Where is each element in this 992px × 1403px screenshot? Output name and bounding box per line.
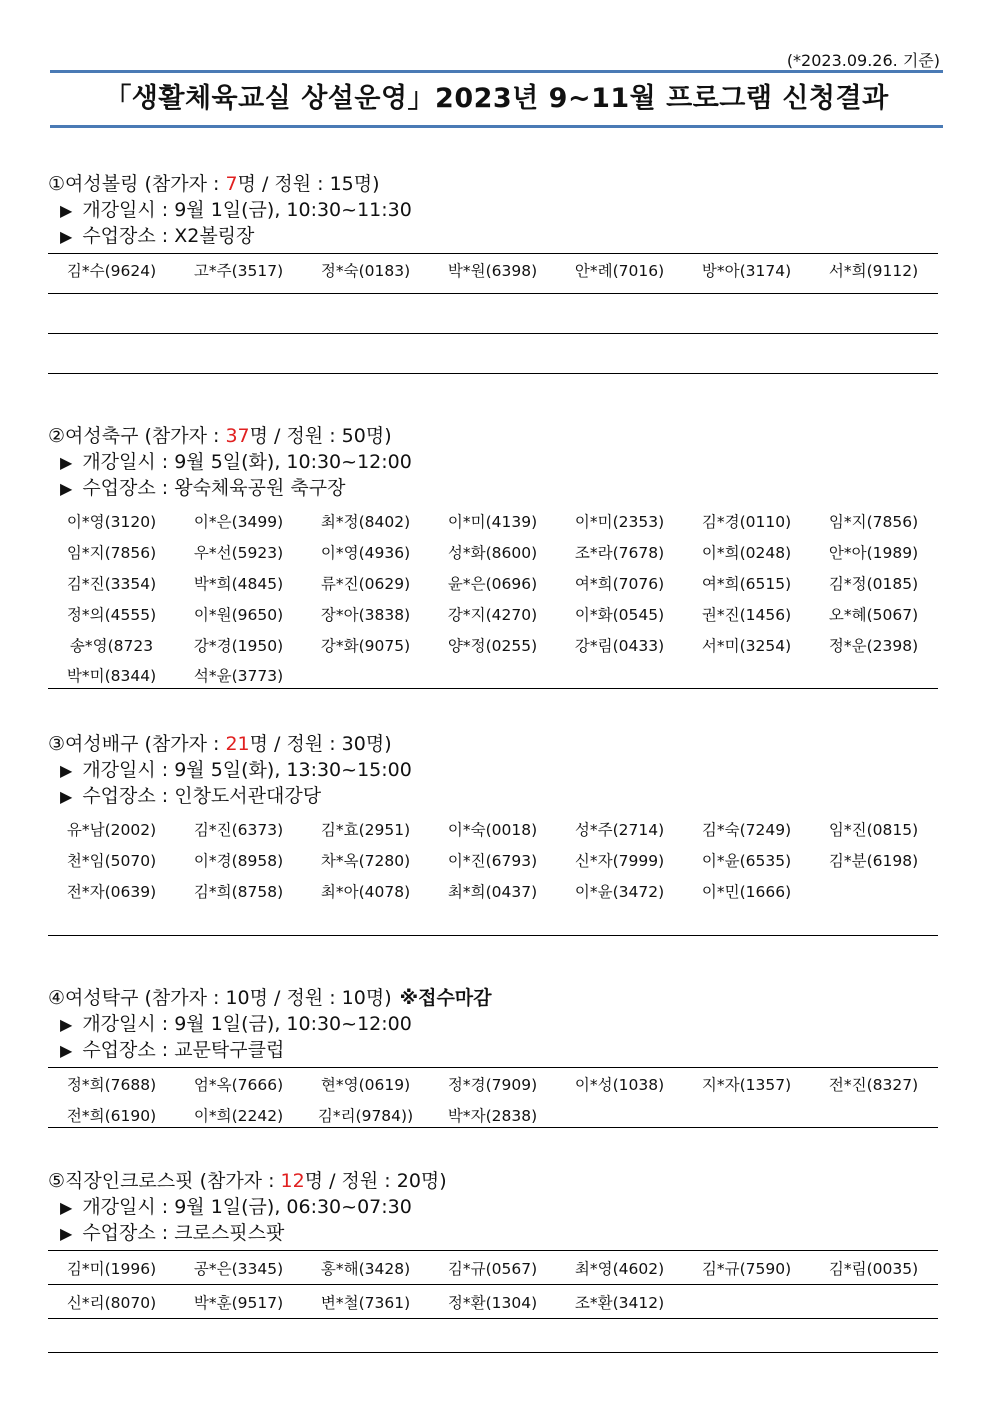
participant: 신*자(7999) xyxy=(574,851,665,870)
participant: 성*화(8600) xyxy=(447,543,538,562)
participant: 이*숙(0018) xyxy=(447,820,538,839)
participant: 이*진(6793) xyxy=(447,851,538,870)
participant-row xyxy=(48,813,938,844)
page-title: 「생활체육교실 상설운영」2023년 9~11월 프로그램 신청결과 xyxy=(104,83,889,114)
section-heading xyxy=(48,1168,938,1194)
participant: 박*훈(9517) xyxy=(193,1294,284,1312)
participant: 최*희(0437) xyxy=(447,882,538,901)
participant: 박*원(6398) xyxy=(447,261,538,280)
participant-row xyxy=(48,1068,938,1099)
participant: 석*윤(3773) xyxy=(193,666,284,685)
participant-count: 7 xyxy=(225,173,238,195)
participant: 김*미(1996) xyxy=(66,1259,157,1278)
participant: 현*영(0619) xyxy=(320,1075,411,1094)
section-crossfit xyxy=(48,1168,938,1319)
triangle-icon: ▶ xyxy=(60,227,73,246)
triangle-icon: ▶ xyxy=(60,201,73,220)
participant: 성*주(2714) xyxy=(574,820,665,839)
participant-grid xyxy=(48,813,938,906)
participant: 엄*옥(7666) xyxy=(193,1075,284,1094)
participant: 김*진(3354) xyxy=(66,574,157,593)
divider xyxy=(48,1318,938,1319)
participant: 정*운(2398) xyxy=(828,636,919,655)
participant: 강*림(0433) xyxy=(574,636,665,655)
participant: 이*윤(3472) xyxy=(574,882,665,901)
divider xyxy=(48,688,938,689)
participant: 김*규(7590) xyxy=(701,1259,792,1278)
participant: 전*희(6190) xyxy=(66,1106,157,1125)
participant: 최*아(4078) xyxy=(320,882,411,901)
triangle-icon: ▶ xyxy=(60,1224,73,1243)
participant: 서*미(3254) xyxy=(701,636,792,655)
participant: 윤*은(0696) xyxy=(447,574,538,593)
participant: 공*은(3345) xyxy=(193,1259,284,1278)
participant: 유*남(2002) xyxy=(66,820,157,839)
participants-open: (참가자 : xyxy=(144,733,226,755)
participant: 이*영(4936) xyxy=(320,543,411,562)
capacity-text: 명 / 정원 : 30명) xyxy=(249,733,392,755)
place-text: 수업장소 : 인창도서관대강당 xyxy=(82,785,322,807)
participants-open: (참가자 : xyxy=(144,425,226,447)
place-line xyxy=(48,223,938,249)
divider xyxy=(48,935,938,936)
participant: 변*철(7361) xyxy=(320,1294,411,1312)
participant-row xyxy=(48,629,938,660)
participant: 정*경(7909) xyxy=(447,1075,538,1094)
participant: 이*윤(6535) xyxy=(701,851,792,870)
participant: 류*진(0629) xyxy=(320,574,411,593)
participant: 전*진(8327) xyxy=(828,1075,919,1094)
schedule-line xyxy=(48,449,938,475)
participant: 차*옥(7280) xyxy=(320,851,411,870)
divider xyxy=(48,1352,938,1353)
participant: 신*리(8070) xyxy=(66,1294,157,1312)
section-table-tennis xyxy=(48,985,938,1130)
place-text: 수업장소 : 교문탁구클럽 xyxy=(82,1039,285,1061)
participant: 강*지(4270) xyxy=(447,605,538,624)
triangle-icon: ▶ xyxy=(60,1015,73,1034)
participant: 최*정(8402) xyxy=(320,512,411,531)
participant: 이*미(2353) xyxy=(574,512,665,531)
section-bowling xyxy=(48,171,938,285)
triangle-icon: ▶ xyxy=(60,1041,73,1060)
participants-open: (참가자 : xyxy=(144,987,226,1009)
closed-notice: ※접수마감 xyxy=(399,987,492,1009)
capacity-text: 명 / 정원 : 15명) xyxy=(237,173,380,195)
participant: 천*임(5070) xyxy=(66,851,157,870)
participant: 김*경(0110) xyxy=(701,512,792,531)
participant: 송*영(8723 xyxy=(69,636,154,655)
section-heading xyxy=(48,171,938,197)
participant-grid xyxy=(48,1250,938,1319)
participant: 김*효(2951) xyxy=(320,820,411,839)
schedule-line xyxy=(48,1011,938,1037)
section-volleyball xyxy=(48,731,938,906)
participant: 김*숙(7249) xyxy=(701,820,792,839)
participant: 강*화(9075) xyxy=(320,636,411,655)
participant-count: 21 xyxy=(225,733,250,755)
participant: 김*리(9784)) xyxy=(317,1106,414,1125)
participant: 전*자(0639) xyxy=(66,882,157,901)
participant: 여*희(6515) xyxy=(701,574,792,593)
schedule-text: 개강일시 : 9월 5일(화), 10:30~12:00 xyxy=(82,451,412,473)
schedule-line xyxy=(48,1194,938,1220)
participants-open: (참가자 : xyxy=(199,1170,281,1192)
triangle-icon: ▶ xyxy=(60,1198,73,1217)
participant: 이*민(1666) xyxy=(701,882,792,901)
participant-grid xyxy=(48,505,938,689)
participant-grid xyxy=(48,253,938,285)
schedule-text: 개강일시 : 9월 5일(화), 13:30~15:00 xyxy=(82,759,412,781)
triangle-icon: ▶ xyxy=(60,787,73,806)
divider xyxy=(48,333,938,334)
section-name: ⑤직장인크로스핏 xyxy=(48,1170,194,1192)
participant: 여*희(7076) xyxy=(574,574,665,593)
participant: 임*진(0815) xyxy=(828,820,919,839)
place-text: 수업장소 : X2볼링장 xyxy=(82,225,255,247)
section-heading xyxy=(48,731,938,757)
schedule-text: 개강일시 : 9월 1일(금), 06:30~07:30 xyxy=(82,1196,412,1218)
participant-grid xyxy=(48,1067,938,1130)
triangle-icon: ▶ xyxy=(60,453,73,472)
section-name: ③여성배구 xyxy=(48,733,139,755)
participant: 이*화(0545) xyxy=(574,605,665,624)
place-line xyxy=(48,783,938,809)
triangle-icon: ▶ xyxy=(60,479,73,498)
participant: 임*지(7856) xyxy=(828,512,919,531)
participant: 우*선(5923) xyxy=(193,543,284,562)
participant: 오*혜(5067) xyxy=(828,605,919,624)
participant-row xyxy=(48,567,938,598)
participant: 김*규(0567) xyxy=(447,1259,538,1278)
participant: 김*림(0035) xyxy=(828,1259,919,1278)
participant-row xyxy=(48,660,938,689)
participant: 방*아(3174) xyxy=(701,261,792,280)
capacity-text: 명 / 정원 : 50명) xyxy=(249,425,392,447)
participant: 권*진(1456) xyxy=(701,605,792,624)
section-soccer xyxy=(48,423,938,689)
participant-row xyxy=(48,1251,938,1284)
participant-row xyxy=(48,505,938,536)
capacity-text: 명 / 정원 : 10명) xyxy=(249,987,392,1009)
schedule-text: 개강일시 : 9월 1일(금), 10:30~11:30 xyxy=(82,199,412,221)
participant: 고*주(3517) xyxy=(193,261,284,280)
participant-row xyxy=(48,598,938,629)
participant: 이*원(9650) xyxy=(193,605,284,624)
participant: 양*정(0255) xyxy=(447,636,538,655)
section-name: ②여성축구 xyxy=(48,425,139,447)
participant: 김*분(6198) xyxy=(828,851,919,870)
schedule-text: 개강일시 : 9월 1일(금), 10:30~12:00 xyxy=(82,1013,412,1035)
participant: 이*미(4139) xyxy=(447,512,538,531)
participant-row xyxy=(48,536,938,567)
section-name: ④여성탁구 xyxy=(48,987,139,1009)
participant: 이*희(0248) xyxy=(701,543,792,562)
title-band xyxy=(50,70,943,128)
participant: 박*희(4845) xyxy=(193,574,284,593)
participant: 박*미(8344) xyxy=(66,666,157,685)
participant: 김*희(8758) xyxy=(193,882,284,901)
participant: 정*의(4555) xyxy=(66,605,157,624)
participant-count: 10 xyxy=(225,987,250,1009)
place-line xyxy=(48,1037,938,1063)
capacity-text: 명 / 정원 : 20명) xyxy=(304,1170,447,1192)
place-line xyxy=(48,475,938,501)
participant: 정*희(7688) xyxy=(66,1075,157,1094)
participant-count: 12 xyxy=(280,1170,305,1192)
participant-row xyxy=(48,1099,938,1130)
section-heading xyxy=(48,985,938,1011)
participant-row xyxy=(48,1284,938,1319)
participant: 정*숙(0183) xyxy=(320,261,411,280)
schedule-line xyxy=(48,197,938,223)
participant: 안*아(1989) xyxy=(828,543,919,562)
participant: 지*자(1357) xyxy=(701,1075,792,1094)
place-text: 수업장소 : 왕숙체육공원 축구장 xyxy=(82,477,346,499)
participant: 임*지(7856) xyxy=(66,543,157,562)
place-text: 수업장소 : 크로스핏스팟 xyxy=(82,1222,285,1244)
divider xyxy=(48,1127,938,1128)
place-line xyxy=(48,1220,938,1246)
triangle-icon: ▶ xyxy=(60,761,73,780)
participant-row xyxy=(48,844,938,875)
participant: 서*희(9112) xyxy=(828,261,919,280)
participant: 김*수(9624) xyxy=(66,261,157,280)
participant: 강*경(1950) xyxy=(193,636,284,655)
participant: 박*자(2838) xyxy=(447,1106,538,1125)
participant: 장*아(3838) xyxy=(320,605,411,624)
participants-open: (참가자 : xyxy=(144,173,226,195)
divider xyxy=(48,373,938,374)
section-name: ①여성볼링 xyxy=(48,173,139,195)
participant: 이*은(3499) xyxy=(193,512,284,531)
participant: 이*성(1038) xyxy=(574,1075,665,1094)
section-heading xyxy=(48,423,938,449)
participant-row xyxy=(48,254,938,285)
participant: 조*라(7678) xyxy=(574,543,665,562)
participant: 이*희(2242) xyxy=(193,1106,284,1125)
participant: 조*환(3412) xyxy=(574,1294,665,1312)
participant-row xyxy=(48,875,938,906)
participant: 안*례(7016) xyxy=(574,261,665,280)
participant: 이*영(3120) xyxy=(66,512,157,531)
participant: 정*환(1304) xyxy=(447,1294,538,1312)
participant: 최*영(4602) xyxy=(574,1259,665,1278)
participant: 김*진(6373) xyxy=(193,820,284,839)
participant-count: 37 xyxy=(225,425,250,447)
participant: 홍*해(3428) xyxy=(320,1259,411,1278)
participant: 이*경(8958) xyxy=(193,851,284,870)
divider xyxy=(48,293,938,294)
schedule-line xyxy=(48,757,938,783)
participant: 김*정(0185) xyxy=(828,574,919,593)
reference-date-note: (*2023.09.26. 기준) xyxy=(786,51,940,70)
